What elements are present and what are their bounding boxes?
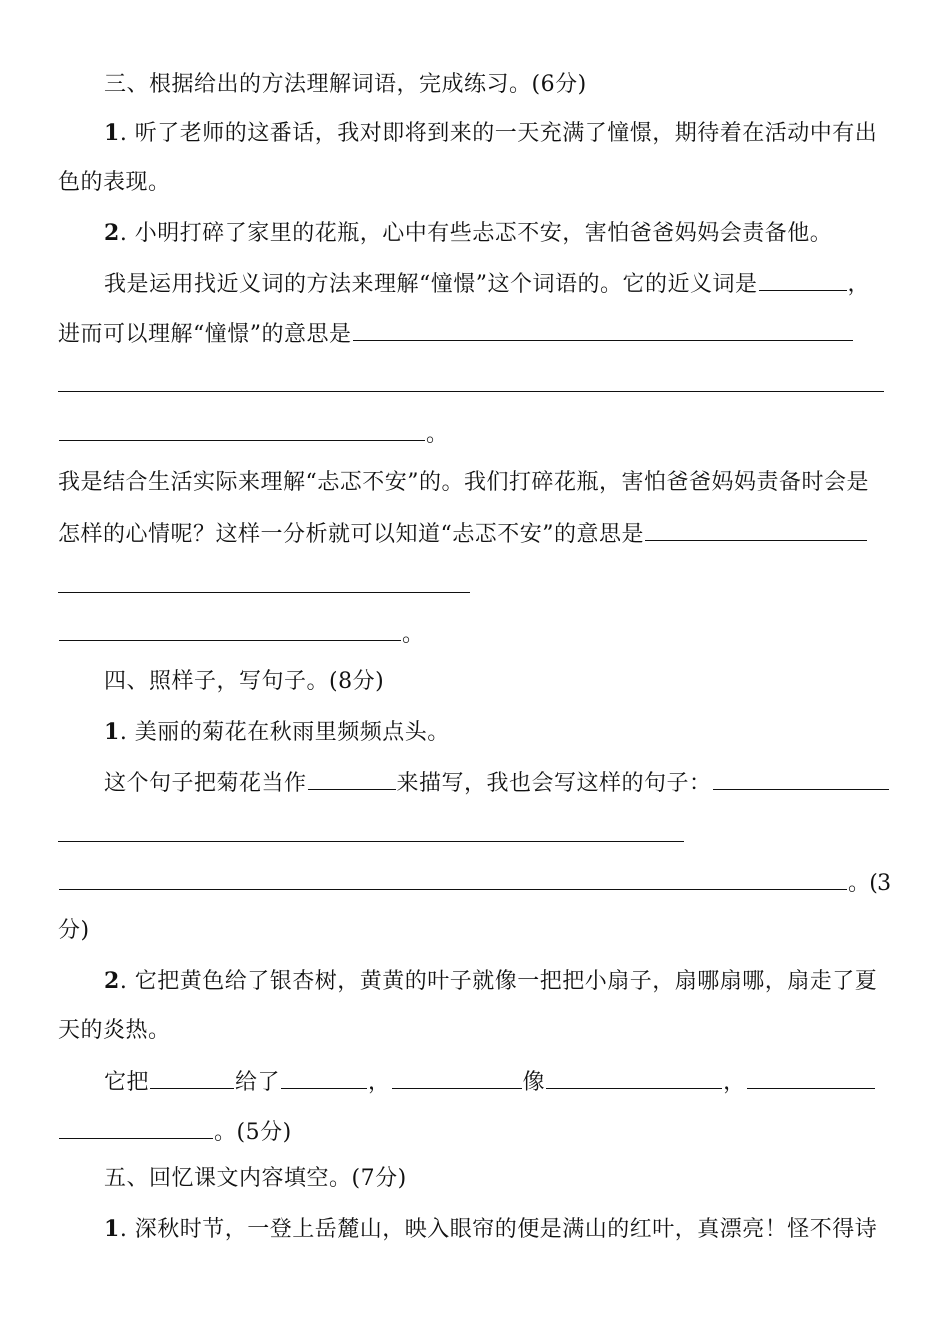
period: 。 xyxy=(402,622,425,647)
meaning-prompt-text: 进而可以理解“憧憬”的意思是 xyxy=(58,322,352,347)
section4-heading xyxy=(104,667,384,697)
context-blank-1[interactable] xyxy=(645,518,867,541)
section5-heading xyxy=(104,1164,407,1194)
imitation-blank-6[interactable] xyxy=(59,1116,213,1139)
section5-q1 xyxy=(104,1214,877,1244)
section5-heading-text: 五、回忆课文内容填空。(7分) xyxy=(104,1166,407,1191)
context-prompt-text: 我是结合生活实际来理解“忐忑不安”的。我们打碎花瓶，害怕爸爸妈妈责备时会是 xyxy=(58,470,869,495)
prompt-text-cont: 来描写，我也会写这样的句子： xyxy=(396,771,712,796)
q1-text: . 深秋时节，一登上岳麓山，映入眼帘的便是满山的红叶，真漂亮！怪不得诗 xyxy=(119,1217,878,1242)
meaning-blank-3[interactable] xyxy=(59,418,425,441)
synonym-prompt xyxy=(104,268,870,298)
q1-text-cont: 色的表现。 xyxy=(58,170,171,195)
personification-prompt xyxy=(104,767,890,797)
section4-heading-text: 四、照样子，写句子。(8分) xyxy=(104,669,385,694)
comma: ， xyxy=(368,1070,391,1095)
context-blank-3-line xyxy=(58,618,425,648)
synonym-blank[interactable] xyxy=(759,268,847,291)
synonym-prompt-text: 我是运用找近义词的方法来理解“憧憬”这个词语的。它的近义词是 xyxy=(104,272,758,297)
fill-text: 它把 xyxy=(104,1070,150,1095)
meaning-blank-1[interactable] xyxy=(353,318,853,341)
sentence-blank-2[interactable] xyxy=(58,841,684,842)
imitation-fill xyxy=(104,1066,876,1096)
score-label: 。(5分) xyxy=(214,1120,292,1145)
imitation-blank-1[interactable] xyxy=(150,1066,234,1089)
context-prompt-text-cont: 怎样的心情呢？这样一分析就可以知道“忐忑不安”的意思是 xyxy=(58,522,644,547)
q1-number: 1 xyxy=(104,719,120,745)
fill-text: 像 xyxy=(522,1070,546,1095)
prompt-text: 这个句子把菊花当作 xyxy=(104,771,307,796)
q2-text: . 它把黄色给了银杏树，黄黄的叶子就像一把把小扇子，扇哪扇哪，扇走了夏 xyxy=(119,969,878,994)
imitation-blank-5[interactable] xyxy=(747,1066,875,1089)
section3-q1-line2 xyxy=(58,168,171,198)
meaning-blank-2[interactable] xyxy=(58,391,884,392)
fill-text: 给了 xyxy=(235,1070,281,1095)
score-label-cont: 分) xyxy=(58,918,90,943)
score-label: 。(3 xyxy=(848,871,891,896)
section3-q1-line1 xyxy=(104,118,877,148)
section4-q2-line1 xyxy=(104,966,877,996)
imitation-blank-3[interactable] xyxy=(392,1066,522,1089)
score-label-tail xyxy=(58,916,90,946)
q2-text: . 小明打碎了家里的花瓶，心中有些忐忑不安，害怕爸爸妈妈会责备他。 xyxy=(119,221,833,246)
imitation-fill-line2 xyxy=(58,1116,292,1146)
sentence-blank-3[interactable] xyxy=(59,867,847,890)
comma: ， xyxy=(723,1070,746,1095)
q1-text: . 美丽的菊花在秋雨里频频点头。 xyxy=(119,720,450,745)
q2-number: 2 xyxy=(104,968,120,994)
meaning-prompt xyxy=(58,318,854,348)
q1-number: 1 xyxy=(104,1216,120,1242)
meaning-blank-3-line xyxy=(58,418,449,448)
comma: ， xyxy=(847,272,871,297)
imitation-blank-2[interactable] xyxy=(281,1066,367,1089)
section3-q2 xyxy=(104,218,832,248)
section4-q1 xyxy=(104,717,450,747)
treated-as-blank[interactable] xyxy=(308,767,396,790)
section4-q2-line2 xyxy=(58,1016,171,1046)
q1-number: 1 xyxy=(104,120,120,146)
q1-text: . 听了老师的这番话，我对即将到来的一天充满了憧憬，期待着在活动中有出 xyxy=(119,121,878,146)
q2-text-cont: 天的炎热。 xyxy=(58,1018,171,1043)
section3-heading xyxy=(104,70,587,100)
q2-number: 2 xyxy=(104,220,120,246)
sentence-blank-1[interactable] xyxy=(713,767,889,790)
context-prompt-line1 xyxy=(58,468,869,498)
context-prompt-line2 xyxy=(58,518,868,548)
sentence-blank-3-line xyxy=(58,867,890,897)
imitation-blank-4[interactable] xyxy=(546,1066,722,1089)
context-blank-3[interactable] xyxy=(59,618,401,641)
context-blank-2[interactable] xyxy=(58,592,470,593)
period: 。 xyxy=(426,422,449,447)
section3-heading-text: 三、根据给出的方法理解词语，完成练习。(6分) xyxy=(104,72,587,97)
